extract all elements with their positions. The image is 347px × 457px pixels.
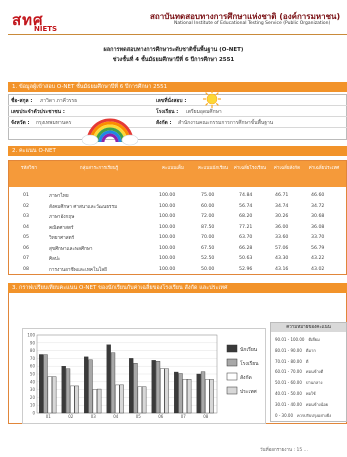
table-cell: 43.16 bbox=[275, 266, 289, 272]
table-cell: 36.08 bbox=[311, 224, 325, 230]
x-tick-label: 01 bbox=[45, 414, 51, 419]
bar-4 bbox=[120, 385, 124, 413]
score-meaning: ค่อนข้างดี bbox=[305, 369, 324, 375]
affiliation-label: สังกัด : bbox=[156, 120, 172, 126]
score-table bbox=[8, 160, 347, 275]
table-cell: 75.00 bbox=[201, 193, 215, 198]
table-cell: 68.20 bbox=[239, 214, 253, 219]
legend-label: ประเทศ bbox=[240, 389, 257, 395]
bar-4 bbox=[75, 386, 79, 413]
section1-bar: 1. ข้อมูลผู้เข้าสอบ O-NET ชั้นมัธยมศึกษาปีที่ 6 ปีการศึกษา 2551 bbox=[8, 82, 347, 92]
score-range: 40.01 - 50.00 bbox=[275, 391, 302, 396]
score-meaning: ควรปรับปรุงอย่างยิ่ง bbox=[296, 412, 332, 418]
score-range: 0 - 30.00 bbox=[275, 412, 293, 418]
table-row bbox=[9, 224, 346, 232]
y-tick-label: 40 bbox=[29, 379, 35, 385]
score-meaning-header: ความหมายของคะแนน bbox=[271, 323, 346, 332]
score-meaning-row bbox=[275, 412, 331, 419]
table-cell: 43.22 bbox=[311, 256, 325, 261]
table-cell: ภาษาอังกฤษ bbox=[49, 215, 75, 220]
bar-2 bbox=[66, 369, 70, 413]
org-name-thai: สถาบันทดสอบทางการศึกษาแห่งชาติ (องค์การมหาชน) bbox=[150, 12, 341, 21]
school-label: โรงเรียน : bbox=[156, 109, 179, 115]
legend-swatch bbox=[227, 373, 237, 380]
table-cell: 05 bbox=[23, 235, 29, 240]
bar-3 bbox=[48, 377, 52, 413]
table-cell: 52.50 bbox=[201, 256, 215, 261]
table-cell: 56.74 bbox=[239, 203, 253, 209]
table-cell: 34.72 bbox=[311, 203, 325, 209]
table-cell: 43.02 bbox=[311, 266, 325, 272]
score-range: 30.01 - 40.00 bbox=[275, 401, 302, 407]
org-name-english: National Institute of Educational Testing Service (Public Organization) bbox=[174, 21, 331, 26]
y-tick-label: 70 bbox=[29, 355, 35, 361]
bar-1 bbox=[152, 360, 156, 413]
bar-2 bbox=[44, 355, 48, 413]
bar-4 bbox=[97, 389, 101, 413]
rainbow-icon bbox=[82, 112, 138, 146]
table-cell: 56.79 bbox=[311, 245, 325, 251]
bar-1 bbox=[107, 345, 111, 413]
bar-3 bbox=[93, 389, 97, 413]
score-meaning-row bbox=[275, 368, 323, 375]
bar-4 bbox=[52, 377, 56, 413]
table-row bbox=[9, 213, 346, 221]
report-subtitle: ช่วงชั้นที่ 4 ชั้นมัธยมศึกษาปีที่ 6 ปีการศึกษา 2551 bbox=[112, 57, 235, 63]
score-meaning: ดี bbox=[305, 358, 309, 364]
table-cell: 46.60 bbox=[311, 193, 325, 198]
bar-4 bbox=[187, 379, 191, 413]
table-cell: 43.30 bbox=[275, 256, 289, 261]
table-cell: 52.96 bbox=[239, 266, 253, 272]
table-cell: 66.28 bbox=[239, 245, 253, 251]
score-range: 80.01 - 90.00 bbox=[275, 347, 302, 353]
header-divider bbox=[8, 34, 347, 35]
affiliation-value: สำนักงานคณะกรรมการการศึกษาขั้นพื้นฐาน bbox=[178, 120, 274, 126]
table-cell: 01 bbox=[23, 193, 29, 198]
niets-logo bbox=[12, 8, 90, 36]
table-cell: 50.63 bbox=[239, 256, 253, 261]
table-cell: 33.70 bbox=[311, 235, 325, 240]
score-range: 60.01 - 70.00 bbox=[275, 369, 302, 375]
score-meaning: ปานกลาง bbox=[305, 380, 323, 386]
bar-4 bbox=[142, 387, 146, 413]
table-cell: 04 bbox=[23, 224, 29, 230]
score-meaning-row bbox=[275, 358, 309, 365]
y-tick-label: 0 bbox=[32, 410, 35, 416]
table-cell: 30.26 bbox=[275, 214, 289, 219]
x-tick-label: 07 bbox=[180, 414, 186, 419]
table-cell: 72.00 bbox=[201, 214, 215, 219]
score-meaning-row bbox=[275, 336, 320, 343]
x-tick-label: 05 bbox=[135, 414, 141, 419]
x-tick-label: 06 bbox=[158, 414, 164, 419]
sun-icon bbox=[203, 90, 221, 108]
col-header-subject: กลุ่มสาระการเรียนรู้ bbox=[79, 166, 119, 171]
table-cell: 67.50 bbox=[201, 245, 215, 251]
table-cell: 77.21 bbox=[239, 224, 253, 230]
bar-1 bbox=[197, 374, 201, 413]
bar-2 bbox=[156, 361, 160, 413]
y-tick-label: 90 bbox=[29, 340, 35, 346]
score-meaning-row bbox=[275, 390, 316, 397]
table-cell: 63.70 bbox=[239, 235, 253, 240]
table-row bbox=[9, 245, 346, 253]
table-cell: คณิตศาสตร์ bbox=[49, 225, 74, 231]
x-tick-label: 08 bbox=[203, 414, 209, 419]
logo-sub-text: NIETS bbox=[34, 25, 58, 33]
bar-3 bbox=[160, 368, 164, 413]
score-meaning: พอใช้ bbox=[305, 391, 316, 396]
score-table-header bbox=[9, 161, 346, 187]
bar-3 bbox=[115, 385, 119, 413]
table-cell: 46.71 bbox=[275, 193, 289, 198]
table-row bbox=[9, 192, 346, 200]
table-row bbox=[9, 234, 346, 242]
bar-4 bbox=[210, 379, 214, 413]
table-cell: สุขศึกษาและพลศึกษา bbox=[49, 246, 93, 252]
table-cell: 74.84 bbox=[239, 193, 253, 198]
id-label: เลขประจำตัวประชาชน : bbox=[11, 109, 65, 115]
bar-3 bbox=[70, 386, 74, 413]
bar-2 bbox=[201, 372, 205, 413]
table-cell: 30.68 bbox=[311, 214, 325, 219]
report-date: วันที่ออกรายงาน : 15 ... bbox=[260, 448, 308, 453]
bar-1 bbox=[39, 355, 43, 414]
x-tick-label: 02 bbox=[68, 414, 74, 419]
bar-2 bbox=[179, 374, 183, 413]
bar-1 bbox=[129, 358, 133, 413]
table-cell: 100.00 bbox=[159, 193, 176, 198]
y-tick-label: 80 bbox=[29, 348, 35, 354]
bar-1 bbox=[84, 357, 88, 413]
table-cell: 100.00 bbox=[159, 224, 176, 230]
col-header-student: คะแนนนักเรียน bbox=[198, 166, 228, 171]
table-row bbox=[9, 255, 346, 263]
legend-swatch bbox=[227, 387, 237, 394]
y-tick-label: 50 bbox=[29, 371, 35, 377]
student-info bbox=[8, 94, 347, 140]
col-header-affiliation: ค่าเฉลี่ยสังกัด bbox=[273, 166, 301, 171]
legend-label: นักเรียน bbox=[240, 347, 258, 353]
table-cell: 07 bbox=[23, 256, 29, 261]
table-row bbox=[9, 266, 346, 274]
score-meaning: ค่อนข้างน้อย bbox=[305, 401, 329, 407]
col-header-full: คะแนนเต็ม bbox=[162, 166, 184, 171]
seat-label: เลขที่นั่งสอบ : bbox=[156, 98, 187, 104]
y-tick-label: 20 bbox=[29, 394, 35, 400]
x-tick-label: 04 bbox=[113, 414, 119, 419]
y-tick-label: 100 bbox=[27, 332, 35, 338]
score-meaning-row bbox=[275, 401, 328, 408]
table-cell: 57.06 bbox=[275, 245, 289, 251]
score-meaning: ดีมาก bbox=[305, 347, 316, 353]
province-value: กรุงเทพมหานคร bbox=[36, 120, 72, 126]
bar-3 bbox=[183, 379, 187, 413]
table-cell: 03 bbox=[23, 214, 29, 219]
report-title: ผลการทดสอบทางการศึกษาระดับชาติขั้นพื้นฐาน (O-NET) bbox=[103, 47, 244, 53]
y-tick-label: 60 bbox=[29, 363, 35, 369]
legend-label: สังกัด bbox=[240, 375, 252, 381]
col-header-national: ค่าเฉลี่ยประเทศ bbox=[308, 166, 340, 171]
table-cell: 100.00 bbox=[159, 256, 176, 261]
logo-main-text: สทศ bbox=[12, 11, 44, 29]
y-tick-label: 30 bbox=[29, 387, 35, 393]
table-row bbox=[9, 203, 346, 211]
bar-1 bbox=[174, 372, 178, 413]
score-range: 70.01 - 80.00 bbox=[275, 358, 302, 364]
table-cell: 100.00 bbox=[159, 203, 176, 209]
col-header-school: ค่าเฉลี่ยโรงเรียน bbox=[233, 166, 267, 171]
bar-2 bbox=[134, 363, 138, 413]
page-header bbox=[0, 0, 347, 40]
table-cell: 33.60 bbox=[275, 235, 289, 240]
table-cell: 36.00 bbox=[275, 224, 289, 230]
score-range: 90.01 - 100.00 bbox=[275, 337, 305, 342]
score-meaning: ดีเยี่ยม bbox=[308, 337, 320, 342]
legend-label: โรงเรียน bbox=[240, 361, 259, 367]
legend-swatch bbox=[227, 345, 237, 352]
x-tick-label: 03 bbox=[90, 414, 96, 419]
info-row-province bbox=[8, 116, 347, 128]
bar-2 bbox=[111, 353, 115, 413]
table-cell: 02 bbox=[23, 203, 29, 209]
section2-bar: 2. คะแนน O-NET bbox=[8, 146, 347, 156]
table-cell: 100.00 bbox=[159, 235, 176, 240]
comparison-chart-svg bbox=[23, 329, 265, 423]
legend-swatch bbox=[227, 359, 237, 366]
table-cell: 60.00 bbox=[201, 203, 215, 209]
score-meaning-table bbox=[270, 322, 347, 422]
table-cell: 08 bbox=[23, 266, 29, 272]
table-cell: 100.00 bbox=[159, 245, 176, 251]
table-cell: 50.00 bbox=[201, 266, 215, 272]
table-cell: ศิลปะ bbox=[49, 257, 61, 262]
table-cell: 100.00 bbox=[159, 214, 176, 219]
table-cell: สังคมศึกษา ศาสนาและวัฒนธรรม bbox=[49, 204, 118, 210]
table-cell: 34.74 bbox=[275, 203, 289, 209]
name-value: ภาวิดา ภาคีวรรธ bbox=[40, 98, 78, 104]
school-value: เตรียมอุดมศึกษา bbox=[186, 109, 222, 115]
score-meaning-row bbox=[275, 379, 322, 386]
name-label: ชื่อ-สกุล : bbox=[11, 98, 33, 104]
table-cell: 70.00 bbox=[201, 235, 215, 240]
section3-bar: 3. กราฟเปรียบเทียบคะแนน O-NET ของนักเรียนกับค่าเฉลี่ยของโรงเรียน สังกัด และประเทศ bbox=[8, 283, 347, 293]
bar-4 bbox=[165, 369, 169, 413]
comparison-chart bbox=[22, 328, 266, 424]
bar-3 bbox=[138, 387, 142, 413]
province-label: จังหวัด : bbox=[11, 120, 30, 126]
table-cell: 100.00 bbox=[159, 266, 176, 272]
table-cell: 87.50 bbox=[201, 224, 215, 230]
score-range: 50.01 - 60.00 bbox=[275, 380, 302, 386]
bar-2 bbox=[89, 360, 93, 413]
col-header-code: รหัสวิชา bbox=[20, 166, 38, 171]
bar-3 bbox=[205, 379, 209, 413]
table-cell: วิทยาศาสตร์ bbox=[49, 236, 75, 241]
score-meaning-row bbox=[275, 347, 316, 354]
table-cell: 06 bbox=[23, 245, 29, 251]
y-tick-label: 10 bbox=[29, 402, 35, 408]
bar-1 bbox=[62, 366, 66, 413]
table-cell: ภาษาไทย bbox=[49, 194, 69, 199]
table-cell: การงานอาชีพและเทคโนโลยี bbox=[49, 267, 107, 273]
